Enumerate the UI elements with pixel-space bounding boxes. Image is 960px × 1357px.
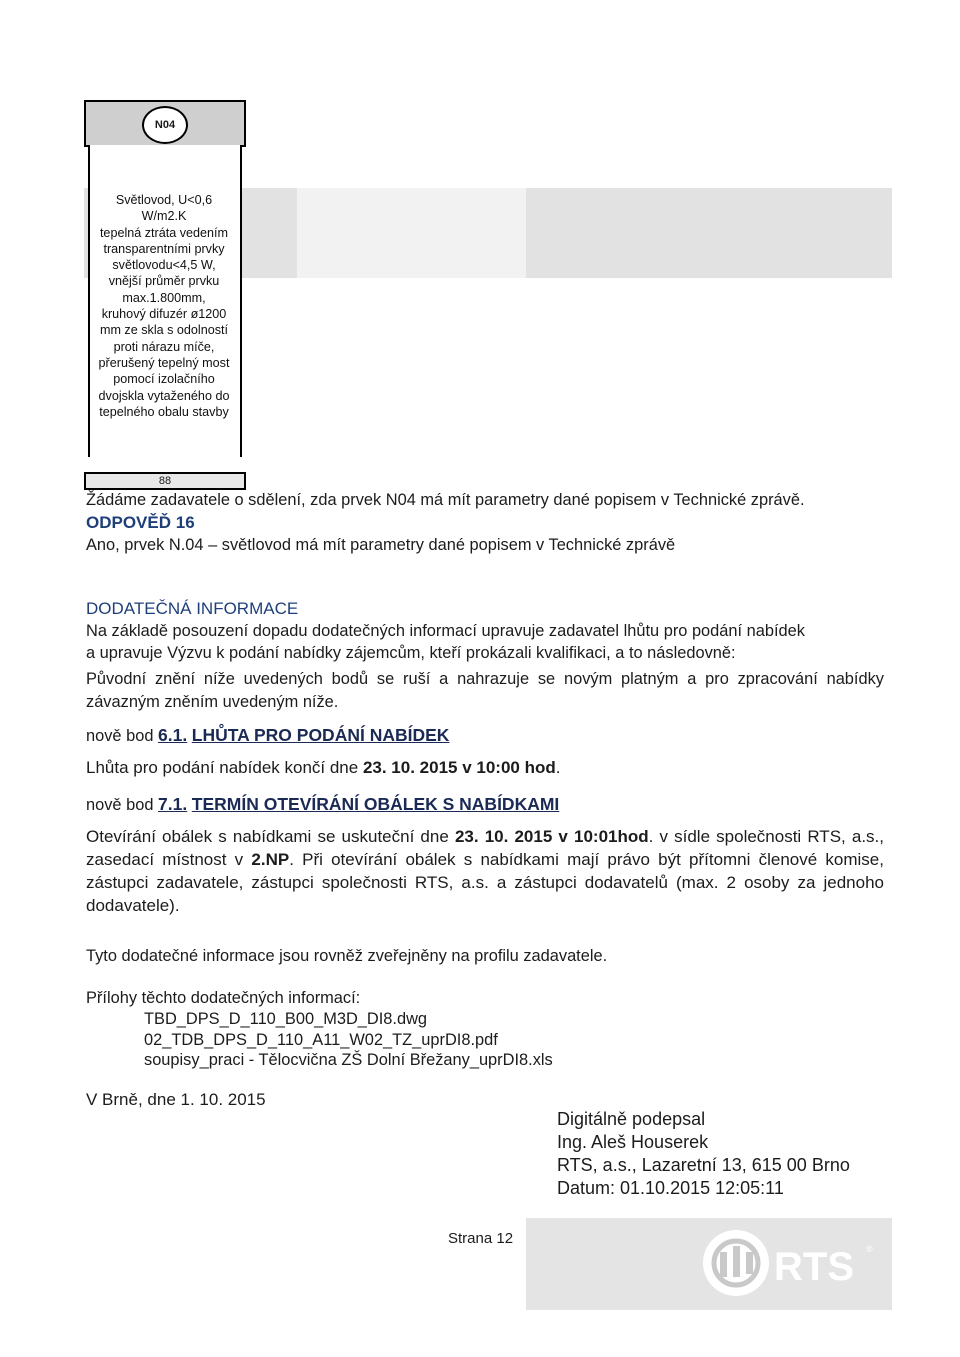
spec-line: W/m2.K: [141, 209, 187, 224]
element-code-circle: N04: [142, 106, 188, 144]
publication-note: Tyto dodatečné informace jsou rovněž zveřejněny na profilu zadavatele.: [86, 947, 608, 965]
point-2-text: [86, 825, 884, 917]
spec-line: tepelného obalu stavby: [99, 404, 229, 419]
point-2-line: [86, 794, 559, 815]
signature-name: Ing. Aleš Houserek: [557, 1132, 709, 1152]
spec-line: dvojskla vytaženého do: [98, 388, 230, 403]
point-2-prefix: nově bod: [86, 796, 154, 814]
signature-line-1: Digitálně podepsal: [557, 1109, 706, 1129]
point-1-heading: LHŮTA PRO PODÁNÍ NABÍDEK: [191, 725, 450, 745]
point-1-number: 6.1.: [158, 725, 188, 745]
point-2-heading: TERMÍN OTEVÍRÁNÍ OBÁLEK S NABÍDKAMI: [191, 794, 560, 814]
rts-logo-text: RTS: [774, 1245, 854, 1289]
drawing-excerpt: [84, 100, 244, 490]
spec-line: Světlovod, U<0,6: [115, 193, 213, 207]
element-specification: [90, 192, 238, 420]
attachment-file: TBD_DPS_D_110_B00_M3D_DI8.dwg: [144, 1010, 428, 1028]
spec-line: vnější průměr prvku: [108, 274, 220, 289]
attachments-label: Přílohy těchto dodatečných informací:: [86, 989, 361, 1007]
spec-line: transparentními prvky: [103, 241, 225, 256]
opening-floor: 2.NP: [251, 850, 290, 869]
background-panel-center: [297, 188, 526, 278]
spec-line: mm ze skla s odolností: [99, 323, 229, 338]
point-1-text: [86, 758, 560, 778]
place-date: V Brně, dne 1. 10. 2015: [86, 1090, 266, 1109]
spec-line: světlovodu<4,5 W,: [112, 258, 216, 273]
background-panel-right: [526, 188, 892, 278]
answer-title: ODPOVĚĎ 16: [86, 513, 195, 532]
attachment-file: 02_TDB_DPS_D_110_A11_W02_TZ_uprDI8.pdf: [144, 1031, 498, 1049]
question-text: Žádáme zadavatele o sdělení, zda prvek N04 má mít parametry dané popisem v Technické zprávě.: [86, 491, 805, 509]
attachment-file: soupisy_praci - Tělocvična ZŠ Dolní Břežany_uprDI8.xls: [144, 1051, 553, 1069]
spec-line: pomocí izolačního: [113, 372, 215, 387]
info-line-2: a upravuje Výzvu k podání nabídky zájemcům, kteří prokázali kvalifikaci, a to následovně:: [86, 644, 736, 662]
spec-line: tepelná ztráta vedením: [99, 225, 229, 240]
answer-text: Ano, prvek N.04 – světlovod má mít parametry dané popisem v Technické zprávě: [86, 536, 676, 554]
point-2-number: 7.1.: [158, 794, 188, 814]
point-1-line: [86, 725, 449, 746]
opening-datetime: 23. 10. 2015 v 10:01hod: [454, 827, 649, 846]
opening-attendees: . Při otevírání obálek s nabídkami mají právo být přítomni členové komise, zástupci zadavatele, zástupci společnosti RTS, a.s. a zástupci dodavatelů (max. 2 osoby za jednoho dodavatele).: [86, 850, 884, 915]
dimension-label: 88: [84, 472, 246, 490]
opening-label: Otevírání obálek s nabídkami se uskuteční dne: [86, 827, 449, 846]
rts-logo: [700, 1228, 880, 1298]
spec-line: proti nárazu míče,: [113, 339, 215, 354]
info-title: DODATEČNÁ INFORMACE: [86, 599, 299, 618]
page-number: Strana 12: [448, 1230, 514, 1247]
deadline-end: .: [555, 758, 561, 777]
rts-logo-mark: [700, 1228, 880, 1298]
spec-line: kruhový difuzér ø1200: [101, 307, 227, 322]
signature-date: Datum: 01.10.2015 12:05:11: [557, 1178, 784, 1198]
original-text-note: Původní znění níže uvedených bodů se ruší a nahrazuje se novým platným a pro zpracování nabídky závazným zněním uvedeným níže.: [86, 670, 884, 711]
drawing-header: [84, 100, 246, 147]
svg-text:®: ®: [866, 1244, 873, 1254]
deadline-label: Lhůta pro podání nabídek končí dne: [86, 758, 359, 777]
deadline-value: 23. 10. 2015 v 10:00 hod: [362, 758, 556, 777]
opening-place: . v sídle společnosti RTS, a.s., zasedací místnost v: [86, 827, 885, 869]
spec-line: max.1.800mm,: [122, 290, 206, 305]
point-1-prefix: nově bod: [86, 727, 154, 745]
info-line-1: Na základě posouzení dopadu dodatečných informací upravuje zadavatel lhůtu pro podání nabídek: [86, 622, 805, 640]
spec-line: přerušený tepelný most: [98, 355, 230, 370]
signature-company: RTS, a.s., Lazaretní 13, 615 00 Brno: [557, 1155, 850, 1175]
